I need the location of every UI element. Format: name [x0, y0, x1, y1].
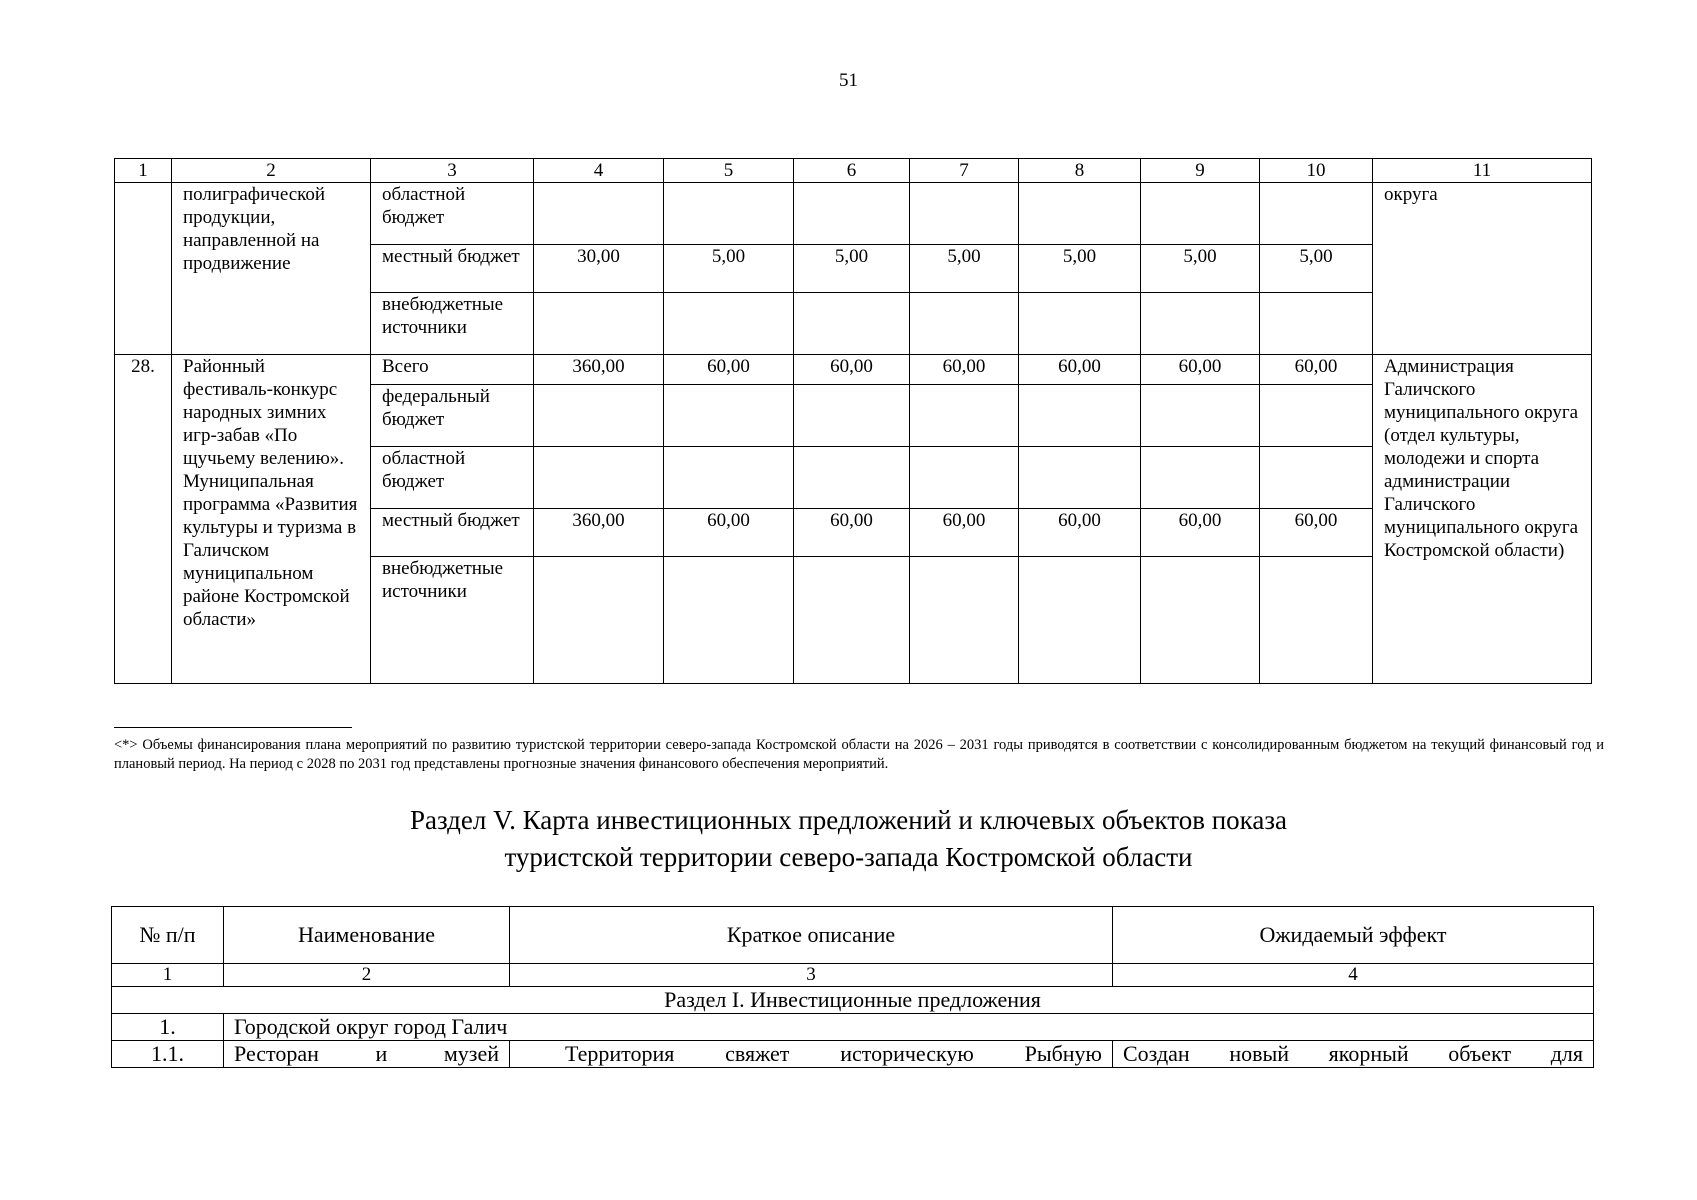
group-name: Городской округ город Галич [224, 1014, 1594, 1041]
amount-cell [664, 557, 794, 684]
section-title [0, 802, 1697, 876]
column-number: 10 [1260, 159, 1373, 183]
amount-cell: 60,00 [910, 355, 1019, 385]
amount-cell: 60,00 [664, 509, 794, 557]
word: историческую [840, 1041, 974, 1066]
amount-cell: 60,00 [910, 509, 1019, 557]
funding-source: Всего [371, 355, 534, 385]
header-row [112, 907, 1594, 964]
investment-table [111, 906, 1594, 1068]
amount-cell: 360,00 [534, 509, 664, 557]
amount-cell [534, 183, 664, 245]
page-number: 51 [839, 70, 858, 91]
amount-cell: 60,00 [1019, 509, 1141, 557]
column-number: 8 [1019, 159, 1141, 183]
column-number: 3 [371, 159, 534, 183]
amount-cell [1141, 293, 1260, 355]
responsible-executor: Администрация Галичского муниципального округа (отдел культуры, молодежи и спорта администрации Галичского муниципального округа Костромской области) [1373, 355, 1592, 684]
amount-cell [534, 447, 664, 509]
word: свяжет [725, 1041, 790, 1066]
column-number: 5 [664, 159, 794, 183]
amount-cell [794, 557, 910, 684]
item-name: полиграфической продукции, направленной на продвижение [172, 183, 371, 355]
amount-cell [1019, 385, 1141, 447]
amount-cell [1019, 293, 1141, 355]
funding-source: внебюджетные источники [371, 293, 534, 355]
word: Рыбную [1024, 1041, 1102, 1066]
amount-cell: 30,00 [534, 245, 664, 293]
amount-cell [534, 293, 664, 355]
footnote: <*> Объемы финансирования плана мероприятий по развитию туристской территории северо-запада Костромской области на 2026 – 2031 годы приводятся в соответствии с консолидированным бюджетом на текущий финансовый год и плановый период. На период с 2028 по 2031 год представлены прогнозные значения финансового обеспечения мероприятий. [114, 737, 1604, 772]
financing-table [114, 158, 1592, 684]
item-number: 1.1. [112, 1041, 224, 1068]
amount-cell [794, 183, 910, 245]
amount-cell [910, 385, 1019, 447]
amount-cell [1260, 447, 1373, 509]
column-header: № п/п [112, 907, 224, 964]
amount-cell [794, 385, 910, 447]
column-number: 1 [115, 159, 172, 183]
amount-cell: 5,00 [664, 245, 794, 293]
amount-cell [1019, 557, 1141, 684]
responsible-executor: округа [1373, 183, 1592, 355]
amount-cell: 60,00 [794, 355, 910, 385]
item-description [510, 1041, 1113, 1068]
amount-cell: 60,00 [1141, 355, 1260, 385]
amount-cell [664, 385, 794, 447]
funding-source: местный бюджет [371, 509, 534, 557]
amount-cell [534, 557, 664, 684]
word: музей [443, 1041, 499, 1066]
amount-cell [1141, 557, 1260, 684]
funding-source: внебюджетные источники [371, 557, 534, 684]
column-number: 11 [1373, 159, 1592, 183]
column-number-row [112, 964, 1594, 987]
column-number-row [115, 159, 1592, 183]
section-row [112, 987, 1594, 1014]
amount-cell [1019, 183, 1141, 245]
amount-cell: 5,00 [910, 245, 1019, 293]
amount-cell [664, 183, 794, 245]
amount-cell [910, 447, 1019, 509]
word: для [1550, 1041, 1583, 1066]
amount-cell [1260, 557, 1373, 684]
amount-cell: 5,00 [1019, 245, 1141, 293]
amount-cell: 60,00 [1260, 509, 1373, 557]
amount-cell [1260, 385, 1373, 447]
amount-cell: 60,00 [1019, 355, 1141, 385]
column-header: Краткое описание [510, 907, 1113, 964]
column-header: Ожидаемый эффект [1113, 907, 1594, 964]
amount-cell [910, 183, 1019, 245]
amount-cell: 60,00 [664, 355, 794, 385]
column-number: 1 [112, 964, 224, 987]
word: якорный [1328, 1041, 1409, 1066]
group-row [112, 1014, 1594, 1041]
word: и [375, 1041, 388, 1066]
amount-cell [1019, 447, 1141, 509]
amount-cell: 60,00 [1141, 509, 1260, 557]
amount-cell: 5,00 [1141, 245, 1260, 293]
amount-cell [910, 557, 1019, 684]
table-row [115, 183, 1592, 245]
amount-cell [534, 385, 664, 447]
item-name [224, 1041, 510, 1068]
column-number: 6 [794, 159, 910, 183]
word: новый [1229, 1041, 1290, 1066]
word: Ресторан [234, 1041, 319, 1066]
amount-cell: 360,00 [534, 355, 664, 385]
section-row-label: Раздел I. Инвестиционные предложения [112, 987, 1594, 1014]
amount-cell [794, 293, 910, 355]
amount-cell: 5,00 [794, 245, 910, 293]
amount-cell: 60,00 [1260, 355, 1373, 385]
word: Создан [1123, 1041, 1190, 1066]
table-row [115, 355, 1592, 385]
section-title-line: Раздел V. Карта инвестиционных предложений и ключевых объектов показа [410, 805, 1287, 835]
column-number: 9 [1141, 159, 1260, 183]
table-row [112, 1041, 1594, 1068]
amount-cell: 5,00 [1260, 245, 1373, 293]
funding-source: федеральный бюджет [371, 385, 534, 447]
footnote-divider [114, 727, 352, 728]
column-number: 2 [224, 964, 510, 987]
item-name: Районный фестиваль-конкурс народных зимних игр-забав «По щучьему велению». Муниципальная программа «Развития культуры и туризма в Галичском муниципальном районе Костромской области» [172, 355, 371, 684]
section-title-line: туристской территории северо-запада Костромской области [504, 842, 1193, 872]
amount-cell [1260, 293, 1373, 355]
column-number: 4 [534, 159, 664, 183]
funding-source: областной бюджет [371, 183, 534, 245]
column-number: 2 [172, 159, 371, 183]
word: объект [1448, 1041, 1512, 1066]
word: Территория [565, 1041, 675, 1066]
group-number: 1. [112, 1014, 224, 1041]
funding-source: областной бюджет [371, 447, 534, 509]
funding-source: местный бюджет [371, 245, 534, 293]
amount-cell [1141, 385, 1260, 447]
amount-cell [794, 447, 910, 509]
amount-cell [1141, 447, 1260, 509]
amount-cell [664, 447, 794, 509]
amount-cell: 60,00 [794, 509, 910, 557]
column-number: 7 [910, 159, 1019, 183]
item-effect [1113, 1041, 1594, 1068]
item-number-cell [115, 183, 172, 355]
amount-cell [910, 293, 1019, 355]
column-header: Наименование [224, 907, 510, 964]
amount-cell [664, 293, 794, 355]
amount-cell [1141, 183, 1260, 245]
column-number: 4 [1113, 964, 1594, 987]
item-number-cell: 28. [115, 355, 172, 684]
column-number: 3 [510, 964, 1113, 987]
amount-cell [1260, 183, 1373, 245]
